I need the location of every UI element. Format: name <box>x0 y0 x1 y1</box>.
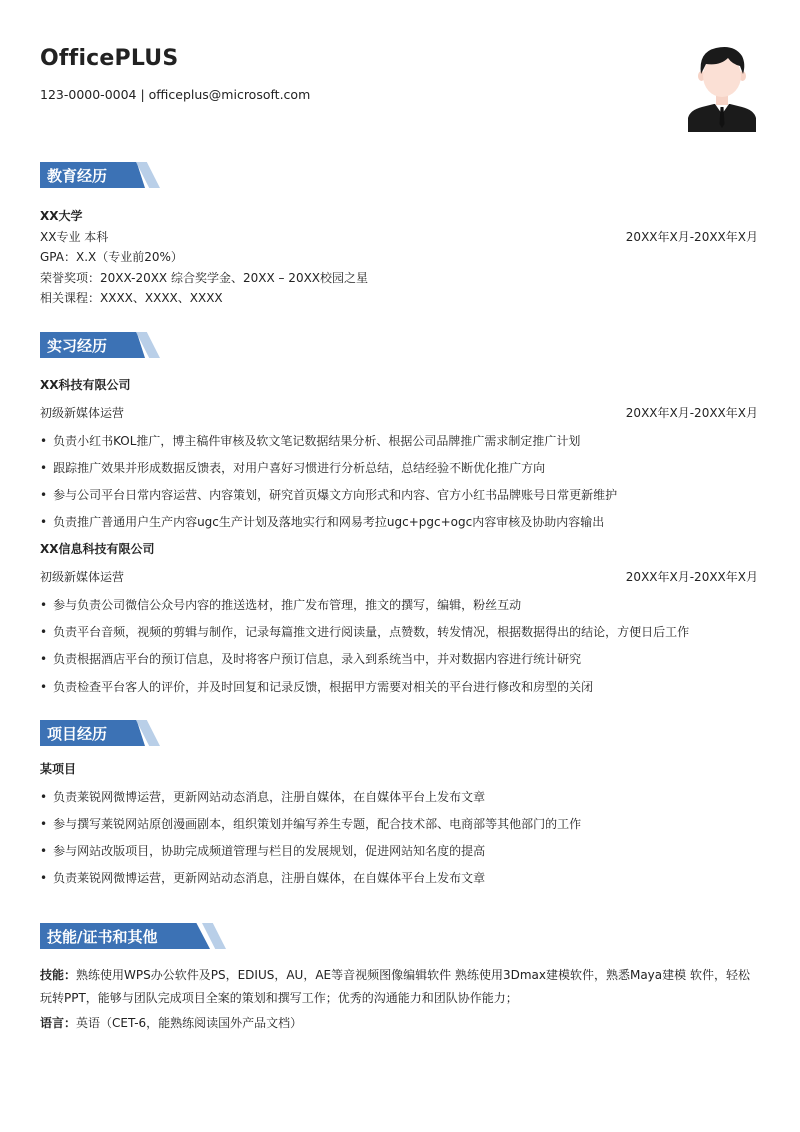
skills-paragraph <box>40 964 760 1010</box>
list-item: • 跟踪推广效果并形成数据反馈表，对用户喜好习惯进行分析总结，总结经验不断优化推广方向 <box>40 459 545 476</box>
list-item: • 负责根据酒店平台的预订信息，及时将客户预订信息，录入到系统当中，并对数据内容进行统计研究 <box>40 650 581 667</box>
education-date: 20XX年X月-20XX年X月 <box>625 230 758 244</box>
list-item: • 负责莱锐网微博运营，更新网站动态消息，注册自媒体，在自媒体平台上发布文章 <box>40 788 485 805</box>
list-item: • 参与负责公司微信公众号内容的推送选材，推广发布管理，推文的撰写，编辑，粉丝互动 <box>40 596 521 613</box>
list-item: • 参与网站改版项目，协助完成频道管理与栏目的发展规划，促进网站知名度的提高 <box>40 842 485 859</box>
company-name: XX信息科技有限公司 <box>40 542 155 556</box>
section-title: 教育经历 <box>47 167 108 185</box>
job-role: 初级新媒体运营 <box>40 406 125 420</box>
section-title: 技能/证书和其他 <box>47 928 158 946</box>
list-item: • 负责莱锐网微博运营，更新网站动态消息，注册自媒体，在自媒体平台上发布文章 <box>40 869 485 886</box>
education-gpa: GPA：X.X（专业前20%） <box>40 250 183 264</box>
skills-text: 熟练使用WPS办公软件及PS，EDIUS，AU，AE等音视频图像编辑软件 熟练使用3Dmax建模软件，熟悉Maya建模 软件，轻松玩转PPT，能够与团队完成项目全案的策划和撰写工作；优秀的沟通能力和团队协作能力； <box>40 968 750 1005</box>
education-major: XX专业 本科 <box>40 230 109 244</box>
education-courses: 相关课程：XXXX、XXXX、XXXX <box>40 291 223 305</box>
section-header-education <box>40 162 160 188</box>
school-name: XX大学 <box>40 209 83 223</box>
job-role: 初级新媒体运营 <box>40 570 125 584</box>
section-header-project <box>40 720 160 746</box>
name: OfficePLUS <box>40 46 179 71</box>
section-header-internship <box>40 332 160 358</box>
list-item: • 参与撰写莱锐网站原创漫画剧本，组织策划并编写养生专题，配合技术部、电商部等其他部门的工作 <box>40 815 581 832</box>
company-name: XX科技有限公司 <box>40 378 131 392</box>
list-item: • 参与公司平台日常内容运营、内容策划，研究首页爆文方向形式和内容、官方小红书品牌账号日常更新维护 <box>40 486 617 503</box>
language-paragraph <box>40 1012 760 1035</box>
project-name: 某项目 <box>40 762 77 776</box>
language-text: 英语（CET-6，能熟练阅读国外产品文档） <box>76 1016 303 1030</box>
list-item: • 负责检查平台客人的评价，并及时回复和记录反馈，根据甲方需要对相关的平台进行修改和房型的关闭 <box>40 678 593 695</box>
list-item: • 负责平台音频，视频的剪辑与制作，记录每篇推文进行阅读量，点赞数，转发情况，根据数据得出的结论，方便日后工作 <box>40 623 689 640</box>
avatar <box>688 44 756 132</box>
language-label: 语言： <box>40 1016 77 1030</box>
job-date: 20XX年X月-20XX年X月 <box>625 406 758 420</box>
section-header-skills <box>40 923 160 949</box>
skills-label: 技能： <box>40 968 77 982</box>
job-date: 20XX年X月-20XX年X月 <box>625 570 758 584</box>
contact-info: 123-0000-0004 | officeplus@microsoft.com <box>40 87 311 102</box>
list-item: • 负责小红书KOL推广，博主稿件审核及软文笔记数据结果分析、根据公司品牌推广需求制定推广计划 <box>40 432 580 449</box>
education-honors: 荣誉奖项：20XX-20XX 综合奖学金、20XX – 20XX校园之星 <box>40 271 369 285</box>
list-item: • 负责推广普通用户生产内容ugc生产计划及落地实行和网易考拉ugc+pgc+ogc内容审核及协助内容输出 <box>40 513 604 530</box>
section-title: 实习经历 <box>47 337 108 355</box>
section-title: 项目经历 <box>47 725 108 743</box>
